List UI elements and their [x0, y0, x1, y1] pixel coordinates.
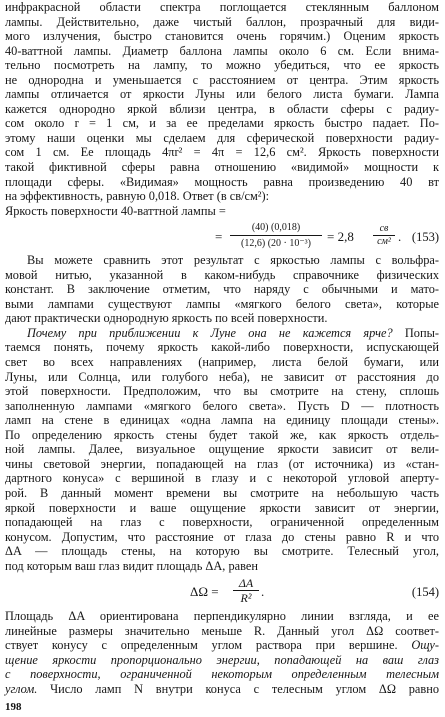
text-line: конусом. Допустим, что расстояние от глаза до стены равно R и что — [5, 529, 439, 544]
text-line: рой. В данный момент времени вы смотрите на небольшую часть — [5, 485, 439, 500]
equation-period: . — [398, 229, 402, 245]
text-line — [5, 667, 439, 682]
text-line: под которым ваш глаз видит площадь ΔA, равен — [5, 558, 258, 573]
page-number: 198 — [5, 701, 22, 713]
equation-154 — [5, 575, 439, 609]
text-line: Площадь ΔA ориентирована перпендикулярно линии взгляда, и ее — [5, 609, 439, 624]
text-line: этой поверхности. Предположим, что вы смотрите на стену, сплошь — [5, 384, 439, 399]
text-line: тельно посмотреть на лампу, то можно убедиться, что ее яркость — [5, 58, 439, 73]
text-line: дартного конуса» с вершиной в глазу и с некоторой угловой аперту- — [5, 471, 439, 486]
italic-fragment: углом. — [5, 681, 38, 696]
text-line: лампы отличается от яркости Луны или белого листа бумаги. Лампа — [5, 87, 439, 102]
text-line: По определению яркость стены будет такой же, как яркость отдель- — [5, 427, 439, 442]
text-line: ной лампы. Далее, визуальное ощущение яркости зависит от вели- — [5, 442, 439, 457]
fraction-numerator: (40) (0,018) — [230, 221, 322, 236]
text-fragment: Число ламп N внутри конуса с телесным углом ΔΩ равно — [37, 681, 439, 696]
equation-unit — [373, 223, 395, 248]
text-line: лампы. Действительно, даже чистый баллон, прозрачный для види- — [5, 14, 439, 29]
text-line: инфракрасной области спектра поглощается стеклянным баллоном — [5, 0, 439, 14]
text-line: сом около r = 1 см, и за ее пределами яркость быстро падает. По- — [5, 116, 439, 131]
text-line: кажется однородно яркой вблизи центра, в области сферы с радиу- — [5, 101, 439, 116]
equation-equals-sign: = — [215, 229, 223, 245]
equation-number: (154) — [411, 585, 439, 600]
text-line: заполненную лампами «мягкого белого света». Пусть D — плотность — [5, 398, 439, 413]
text-line: площади сферы. «Видимая» мощность равна произведению 40 вт — [5, 174, 439, 189]
text-line: сом 1 см. Ее площадь 4πr² = 4π = 12,6 см². Яркость поверхности — [5, 145, 439, 160]
text-line: этому наши оценки мы сделаем для сферической поверхности радиу- — [5, 130, 439, 145]
text-line: линейные размеры значительно меньше R. Данный угол ΔΩ соответ- — [5, 623, 439, 638]
fraction-numerator: ΔA — [233, 576, 259, 591]
text-fragment: Попы- — [392, 325, 439, 340]
text-line: 40-ваттной лампы. Диаметр баллона лампы около 6 см. Если внима- — [5, 43, 439, 58]
italic-fragment: щение яркости пропорционально энергии, попадающей на ваш глаз — [5, 652, 439, 667]
equation-fraction — [230, 221, 322, 250]
fraction-denominator: (12,6) (20 · 10⁻³) — [241, 238, 311, 250]
fraction-denominator: R² — [240, 591, 252, 606]
italic-fragment: с поверхности, ограниченной некоторым определенным телесным — [5, 667, 439, 682]
text-line: дают практически однородную яркость по всей поверхности. — [5, 311, 328, 326]
equation-result: = 2,8 — [327, 229, 354, 245]
text-line: попадающей на глаз с поверхности, ограниченной определенным — [5, 515, 439, 530]
text-line — [5, 682, 439, 697]
equation-fraction — [233, 576, 259, 605]
text-line: выми лампами существуют лампы «мягкого белого света», которые — [5, 296, 439, 311]
text-line — [5, 653, 439, 668]
unit-denominator: см² — [377, 236, 391, 248]
equation-number: (153) — [411, 230, 439, 245]
text-line: мовой нитью, указанной в каком-нибудь справочнике физических — [5, 267, 439, 282]
equation-153 — [5, 221, 439, 253]
text-line: констант. В заключение отметим, что наряду с обычными и мато- — [5, 282, 439, 297]
equation-period: . — [261, 584, 265, 600]
text-line: яркой поверхности и ваше ощущение яркости зависит от энергии, — [5, 500, 439, 515]
text-line: свет во всех направлениях (например, листа белой бумаги, или — [5, 355, 439, 370]
body-text — [5, 0, 439, 697]
text-line: чины световой энергии, попадающей на глаз (от источника) из «стан- — [5, 456, 439, 471]
italic-fragment: Ощу- — [411, 638, 439, 653]
text-line: Луны, или Солнца, или голубого неба), не зависит от расстояния до — [5, 369, 439, 384]
text-line: таемся понять, почему яркость какой-либо поверхности, испускающей — [5, 340, 439, 355]
text-fragment: ствует конусу с определенным углом раствора при вершине. — [5, 638, 398, 653]
paragraph-heading-line — [5, 326, 439, 341]
text-line: на эффективность, равную 0,018. Ответ (в св/см²): — [5, 189, 270, 204]
text-line: ламп на стене в единицах «одна лампа на единицу площади стены». — [5, 413, 439, 428]
text-line: ΔA — площадь стены, на которую вы смотрите. Телесный угол, — [5, 544, 439, 559]
equation-lhs: ΔΩ = — [190, 584, 219, 600]
text-line: не однородна и уменьшается с расстоянием от центра. Этим яркость — [5, 72, 439, 87]
text-line: мого излучения, быстро становится очень горячим.) Оценим яркость — [5, 29, 439, 44]
text-line — [5, 638, 439, 653]
text-line: Вы можете сравнить этот результат с яркостью лампы с вольфра- — [27, 253, 439, 268]
text-line: такой фиктивной сферы равна отношению «видимой» мощности к — [5, 160, 439, 175]
unit-numerator: св — [373, 223, 395, 236]
text-line: Яркость поверхности 40-ваттной лампы = — [5, 203, 226, 218]
italic-question: Почему при приближении к Луне она не кажется ярче? — [27, 325, 393, 340]
